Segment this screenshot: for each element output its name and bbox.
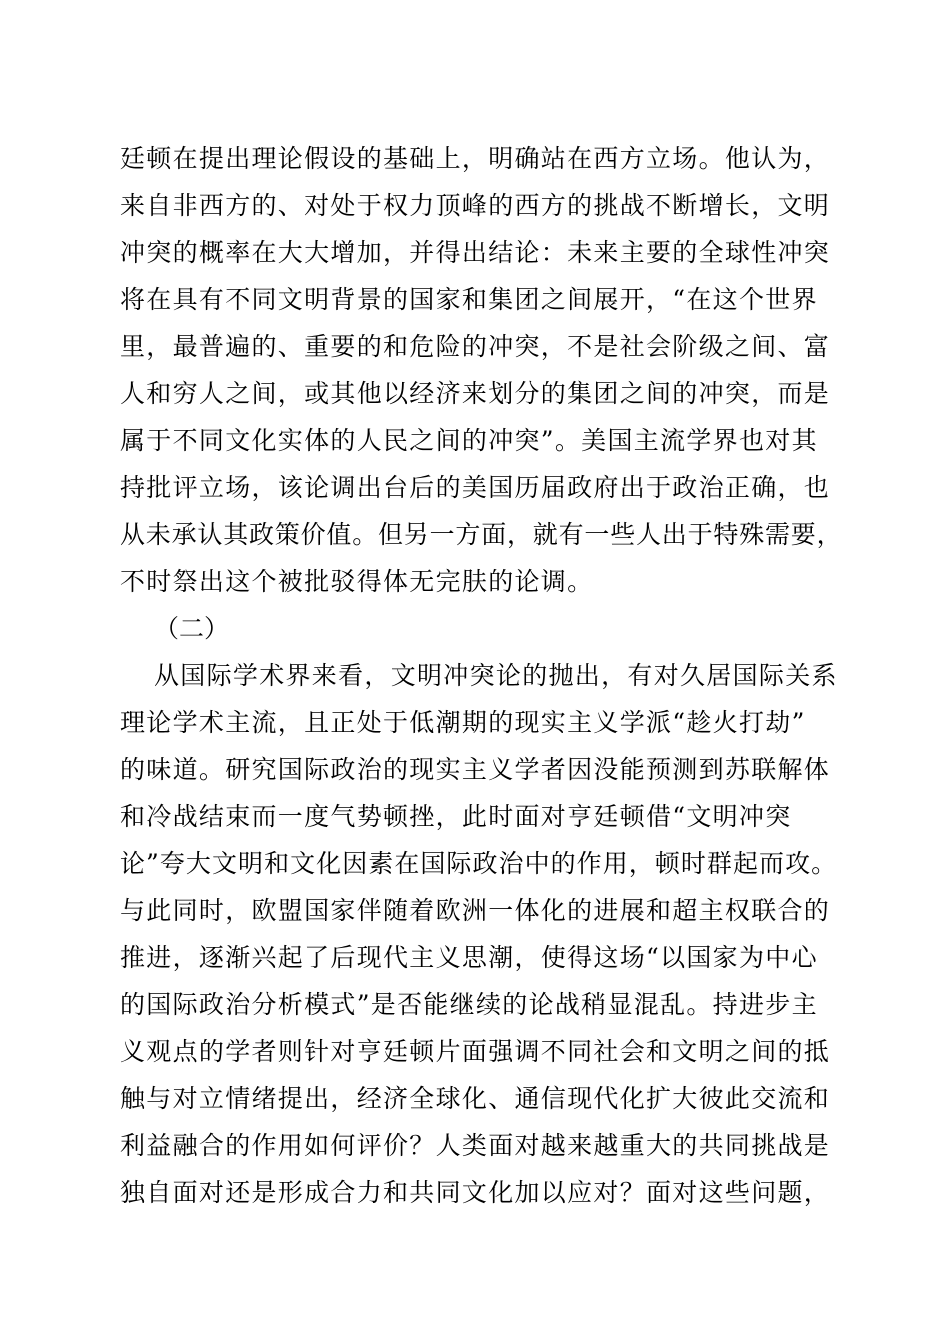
text-line: 利益融合的作用如何评价？人类面对越来越重大的共同挑战是 bbox=[120, 1131, 831, 1160]
text-line: 属于不同文化实体的人民之间的冲突”。美国主流学界也对其 bbox=[120, 426, 818, 455]
text-line: 与此同时，欧盟国家伴随着欧洲一体化的进展和超主权联合的 bbox=[120, 896, 831, 925]
text-line: 的味道。研究国际政治的现实主义学者因没能预测到苏联解体 bbox=[120, 755, 831, 784]
text-line: 独自面对还是形成合力和共同文化加以应对？面对这些问题， bbox=[120, 1178, 831, 1207]
text-line: 将在具有不同文明背景的国家和集团之间展开，“在这个世界 bbox=[120, 285, 818, 314]
text-line: 来自非西方的、对处于权力顶峰的西方的挑战不断增长，文明 bbox=[120, 191, 831, 220]
text-line: 廷顿在提出理论假设的基础上，明确站在西方立场。他认为， bbox=[120, 144, 831, 173]
text-line: 冲突的概率在大大增加，并得出结论：未来主要的全球性冲突 bbox=[120, 238, 831, 267]
paragraph-first-line: 从国际学术界来看，文明冲突论的抛出，有对久居国际关系 bbox=[154, 661, 838, 690]
text-line: 论”夸大文明和文化因素在国际政治中的作用，顿时群起而攻。 bbox=[120, 849, 838, 878]
text-line: 从未承认其政策价值。但另一方面，就有一些人出于特殊需要， bbox=[120, 520, 843, 549]
text-line: 和冷战结束而一度气势顿挫，此时面对亨廷顿借“文明冲突 bbox=[120, 802, 792, 831]
section-heading: （二） bbox=[154, 614, 230, 643]
text-line: 理论学术主流，且正处于低潮期的现实主义学派“趁火打劫” bbox=[120, 708, 806, 737]
text-line: 推进，逐渐兴起了后现代主义思潮，使得这场“以国家为中心 bbox=[120, 943, 818, 972]
text-line: 义观点的学者则针对亨廷顿片面强调不同社会和文明之间的抵 bbox=[120, 1037, 831, 1066]
text-line: 人和穷人之间，或其他以经济来划分的集团之间的冲突，而是 bbox=[120, 379, 831, 408]
text-line: 里，最普遍的、重要的和危险的冲突，不是社会阶级之间、富 bbox=[120, 332, 831, 361]
text-line: 触与对立情绪提出，经济全球化、通信现代化扩大彼此交流和 bbox=[120, 1084, 831, 1113]
text-line: 持批评立场，该论调出台后的美国历届政府出于政治正确，也 bbox=[120, 473, 831, 502]
text-line: 的国际政治分析模式”是否能继续的论战稍显混乱。持进步主 bbox=[120, 990, 818, 1019]
text-line: 不时祭出这个被批驳得体无完肤的论调。 bbox=[120, 567, 594, 596]
